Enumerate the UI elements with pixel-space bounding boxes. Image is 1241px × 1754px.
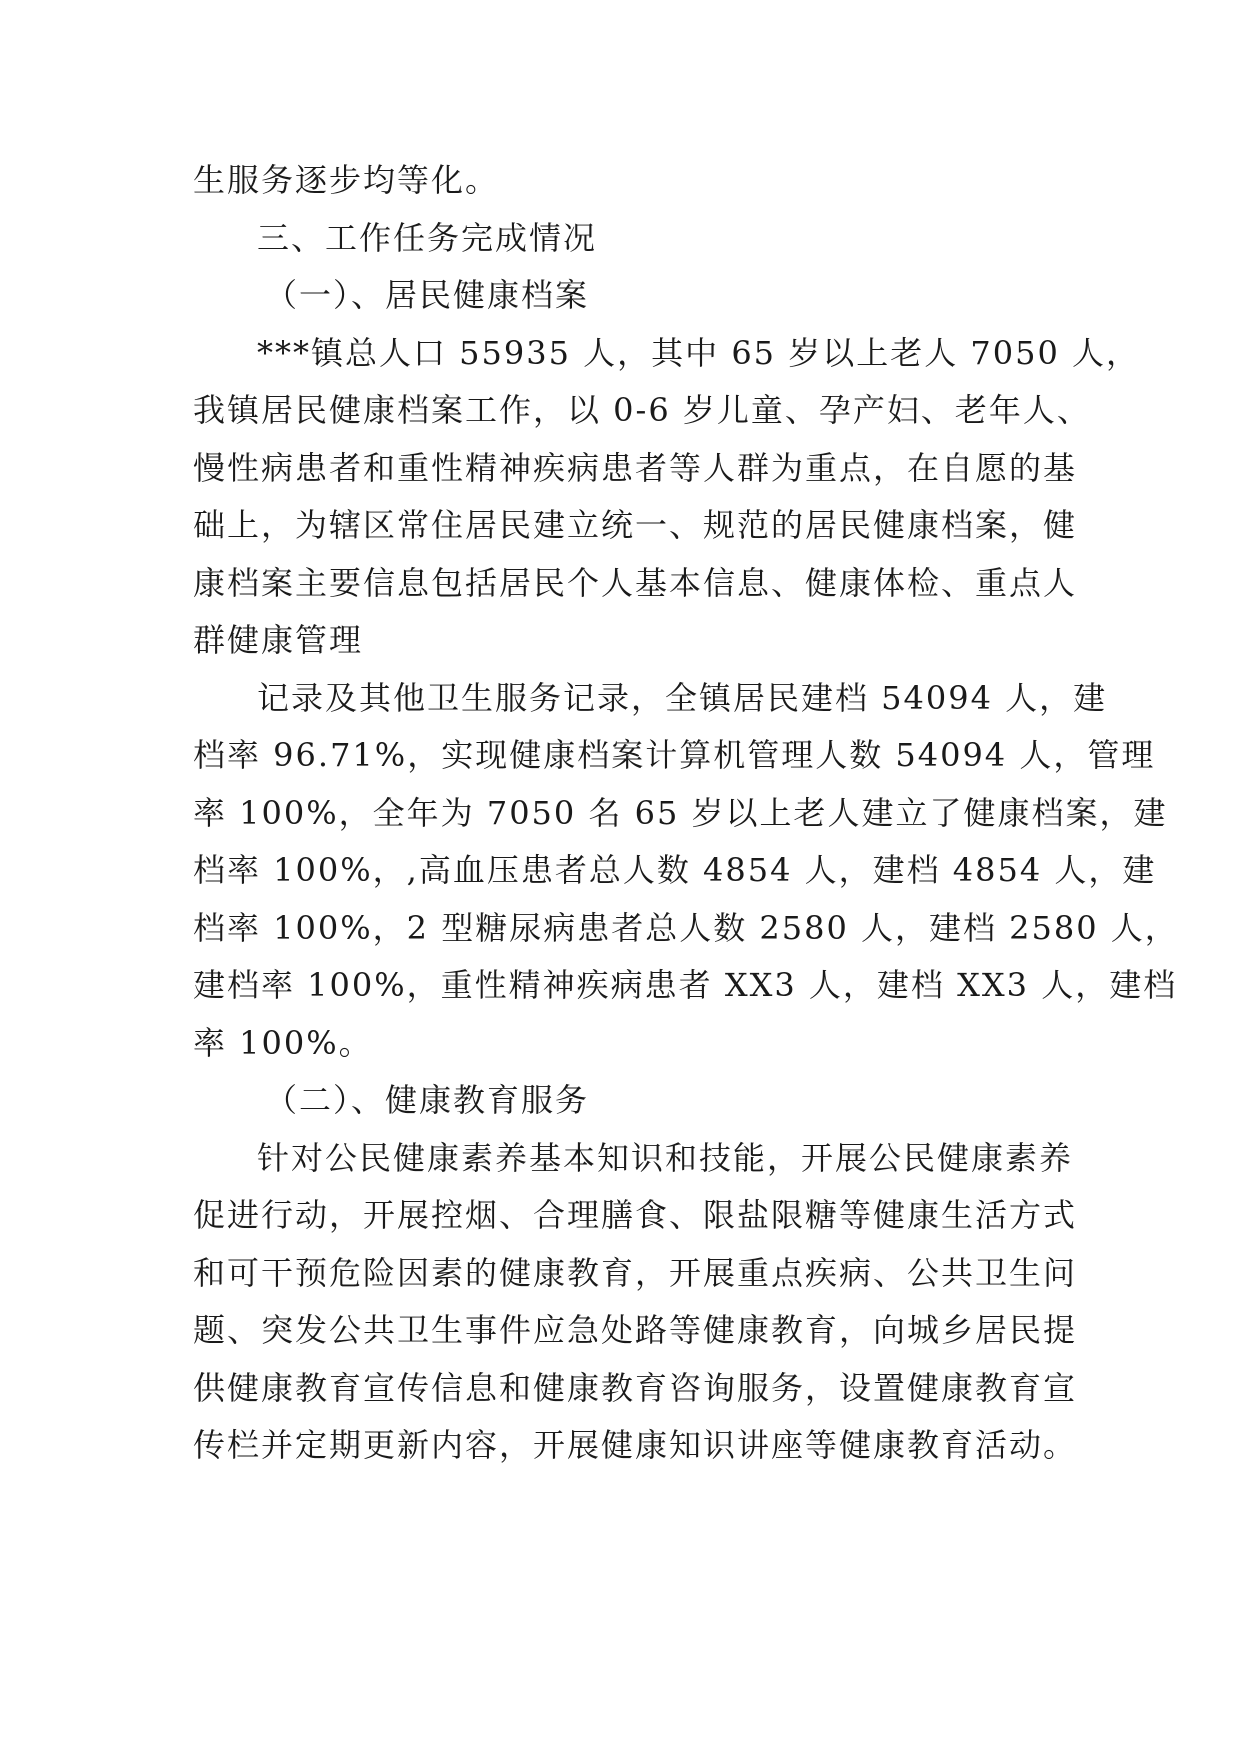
text-line: 我镇居民健康档案工作，以 0-6 岁儿童、孕产妇、老年人、 bbox=[193, 391, 1091, 429]
document-body bbox=[193, 152, 1179, 1475]
text-line: ***镇总人口 55935 人，其中 65 岁以上老人 7050 人， bbox=[257, 333, 1140, 372]
text-line: 率 100%，全年为 7050 名 65 岁以上老人建立了健康档案，建 bbox=[193, 793, 1168, 832]
text-line: 和可干预危险因素的健康教育，开展重点疾病、公共卫生问 bbox=[193, 1253, 1078, 1292]
text-line: 建档率 100%，重性精神疾病患者 XX3 人，建档 XX3 人，建档 bbox=[193, 966, 1178, 1004]
text-line: 档率 100%，,高血压患者总人数 4854 人，建档 4854 人，建 bbox=[193, 851, 1157, 889]
text-line: 生服务逐步均等化。 bbox=[193, 161, 500, 199]
text-line: 档率 100%，2 型糖尿病患者总人数 2580 人，建档 2580 人， bbox=[193, 908, 1179, 947]
text-line: 促进行动，开展控烟、合理膳食、限盐限糖等健康生活方式 bbox=[193, 1196, 1078, 1234]
subsection-heading: （二）、健康教育服务 bbox=[265, 1081, 590, 1119]
text-line: 记录及其他卫生服务记录，全镇居民建档 54094 人，建 bbox=[257, 678, 1108, 717]
text-line: 传栏并定期更新内容，开展健康知识讲座等健康教育活动。 bbox=[193, 1426, 1078, 1464]
text-line: 针对公民健康素养基本知识和技能，开展公民健康素养 bbox=[257, 1138, 1074, 1177]
text-line: 群健康管理 bbox=[193, 621, 364, 659]
text-line: 率 100%。 bbox=[193, 1023, 373, 1062]
text-line: 慢性病患者和重性精神疾病患者等人群为重点，在自愿的基 bbox=[193, 448, 1078, 487]
text-line: 题、突发公共卫生事件应急处路等健康教育，向城乡居民提 bbox=[193, 1311, 1078, 1349]
text-line: 档率 96.71%，实现健康档案计算机管理人数 54094 人，管理 bbox=[193, 736, 1156, 774]
text-line: 康档案主要信息包括居民个人基本信息、健康体检、重点人 bbox=[193, 563, 1078, 602]
section-heading: 三、工作任务完成情况 bbox=[257, 218, 598, 257]
subsection-heading: （一）、居民健康档案 bbox=[265, 276, 590, 314]
text-line: 础上，为辖区常住居民建立统一、规范的居民健康档案，健 bbox=[193, 506, 1078, 544]
text-line: 供健康教育宣传信息和健康教育咨询服务，设置健康教育宣 bbox=[193, 1368, 1078, 1407]
